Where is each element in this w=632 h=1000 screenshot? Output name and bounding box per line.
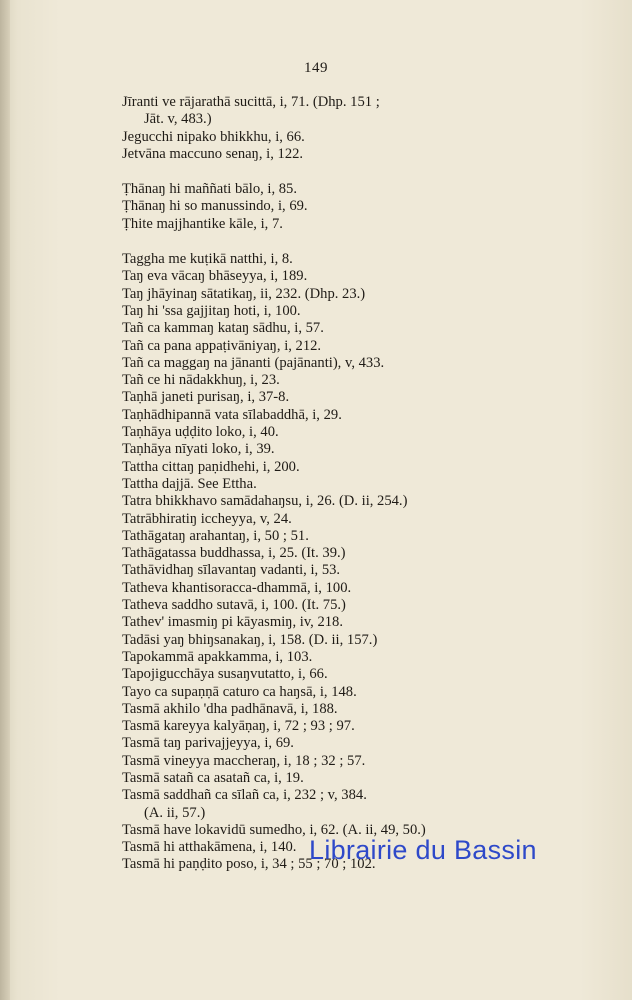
index-entry: Tasmā kareyya kalyāṇaŋ, i, 72 ; 93 ; 97. bbox=[122, 718, 355, 735]
index-entry: Tatheva khantisoracca-dhammā, i, 100. bbox=[122, 579, 352, 596]
index-entry: Tasmā hi paṇḍito poso, i, 34 ; 55 ; 70 ; 102. bbox=[122, 856, 376, 873]
index-entry: Tasmā hi atthakāmena, i, 140. bbox=[122, 839, 297, 856]
index-entry: Tapojigucchāya susaŋvutatto, i, 66. bbox=[122, 666, 328, 683]
index-entry: Taggha me kuṭikā natthi, i, 8. bbox=[122, 251, 293, 268]
index-entry: Tasmā taŋ parivajjeyya, i, 69. bbox=[122, 735, 294, 752]
index-entry: Tasmā have lokavidū sumedho, i, 62. (A. ii, 49, 50.) bbox=[122, 821, 426, 838]
index-entry: Tasmā akhilo 'dha padhānavā, i, 188. bbox=[122, 700, 338, 717]
index-entry: Ṭhānaŋ hi so manussindo, i, 69. bbox=[122, 198, 308, 215]
index-entry: Taṇhādhipannā vata sīlabaddhā, i, 29. bbox=[122, 406, 342, 423]
index-entry: Tatheva saddho sutavā, i, 100. (It. 75.) bbox=[122, 597, 346, 614]
index-entry: Tatra bhikkhavo samādahaŋsu, i, 26. (D. ii, 254.) bbox=[122, 493, 408, 510]
index-entry: Tathāvidhaŋ sīlavantaŋ vadanti, i, 53. bbox=[122, 562, 341, 579]
index-entry: Ṭhite majjhantike kāle, i, 7. bbox=[122, 215, 283, 232]
index-entry: Jīranti ve rājarathā sucittā, i, 71. (Dhp. 151 ; bbox=[122, 94, 380, 110]
index-entry: Taṇhāya uḍḍito loko, i, 40. bbox=[122, 424, 279, 441]
index-entry-continuation: Jāt. v, 483.) bbox=[144, 111, 212, 128]
watermark-text: Librairie du Bassin bbox=[309, 835, 537, 865]
index-entry: Tattha dajjā. See Ettha. bbox=[122, 475, 257, 492]
page-gutter-shadow bbox=[0, 0, 10, 1000]
index-entry: Taṇhā janeti purisaŋ, i, 37-8. bbox=[122, 389, 290, 406]
index-entry: Tathev' imasmiŋ pi kāyasmiŋ, iv, 218. bbox=[122, 614, 344, 631]
index-entry: Jegucchi nipako bhikkhu, i, 66. bbox=[122, 128, 305, 145]
index-entry: Tapokammā apakkamma, i, 103. bbox=[122, 648, 313, 665]
index-entry: Tañ ce hi nādakkhuŋ, i, 23. bbox=[122, 372, 280, 389]
group-spacer bbox=[122, 233, 512, 251]
index-entry: Tathāgatassa buddhassa, i, 25. (It. 39.) bbox=[122, 545, 346, 562]
index-entry-continuation: (A. ii, 57.) bbox=[144, 804, 206, 821]
index-entry: Ṭhānaŋ hi maññati bālo, i, 85. bbox=[122, 181, 298, 198]
index-entry: Tañ ca maggaŋ na jānanti (pajānanti), v, 433. bbox=[122, 354, 385, 371]
index-entry: Tañ ca kammaŋ kataŋ sādhu, i, 57. bbox=[122, 320, 324, 337]
index-entry: Taŋ hi 'ssa gajjitaŋ hoti, i, 100. bbox=[122, 302, 301, 319]
index-entry: Tathāgataŋ arahantaŋ, i, 50 ; 51. bbox=[122, 527, 309, 544]
index-entry: Tasmā saddhañ ca sīlañ ca, i, 232 ; v, 384. bbox=[122, 787, 367, 804]
index-entry: Tañ ca pana appaṭivāniyaŋ, i, 212. bbox=[122, 337, 322, 354]
index-entry: Tasmā satañ ca asatañ ca, i, 19. bbox=[122, 769, 304, 786]
index-entry: Tatrābhiratiŋ iccheyya, v, 24. bbox=[122, 510, 292, 527]
index-entry: Jetvāna maccuno senaŋ, i, 122. bbox=[122, 145, 304, 162]
index-entry: Taŋ eva vācaŋ bhāseyya, i, 189. bbox=[122, 268, 308, 285]
index-entry: Tattha cittaŋ paṇidhehi, i, 200. bbox=[122, 458, 300, 475]
verse-index bbox=[122, 94, 512, 874]
group-spacer bbox=[122, 163, 512, 181]
index-entry: Tasmā vineyya maccheraŋ, i, 18 ; 32 ; 57. bbox=[122, 752, 366, 769]
index-entry: Tadāsi yaŋ bhiŋsanakaŋ, i, 158. (D. ii, 157.) bbox=[122, 631, 378, 648]
index-entry: Tayo ca supaṇṇā caturo ca haŋsā, i, 148. bbox=[122, 683, 357, 700]
page-number: 149 bbox=[304, 60, 328, 76]
index-entry: Taŋ jhāyinaŋ sātatikaŋ, ii, 232. (Dhp. 23.) bbox=[122, 285, 366, 302]
index-entry: Taṇhāya nīyati loko, i, 39. bbox=[122, 441, 275, 458]
